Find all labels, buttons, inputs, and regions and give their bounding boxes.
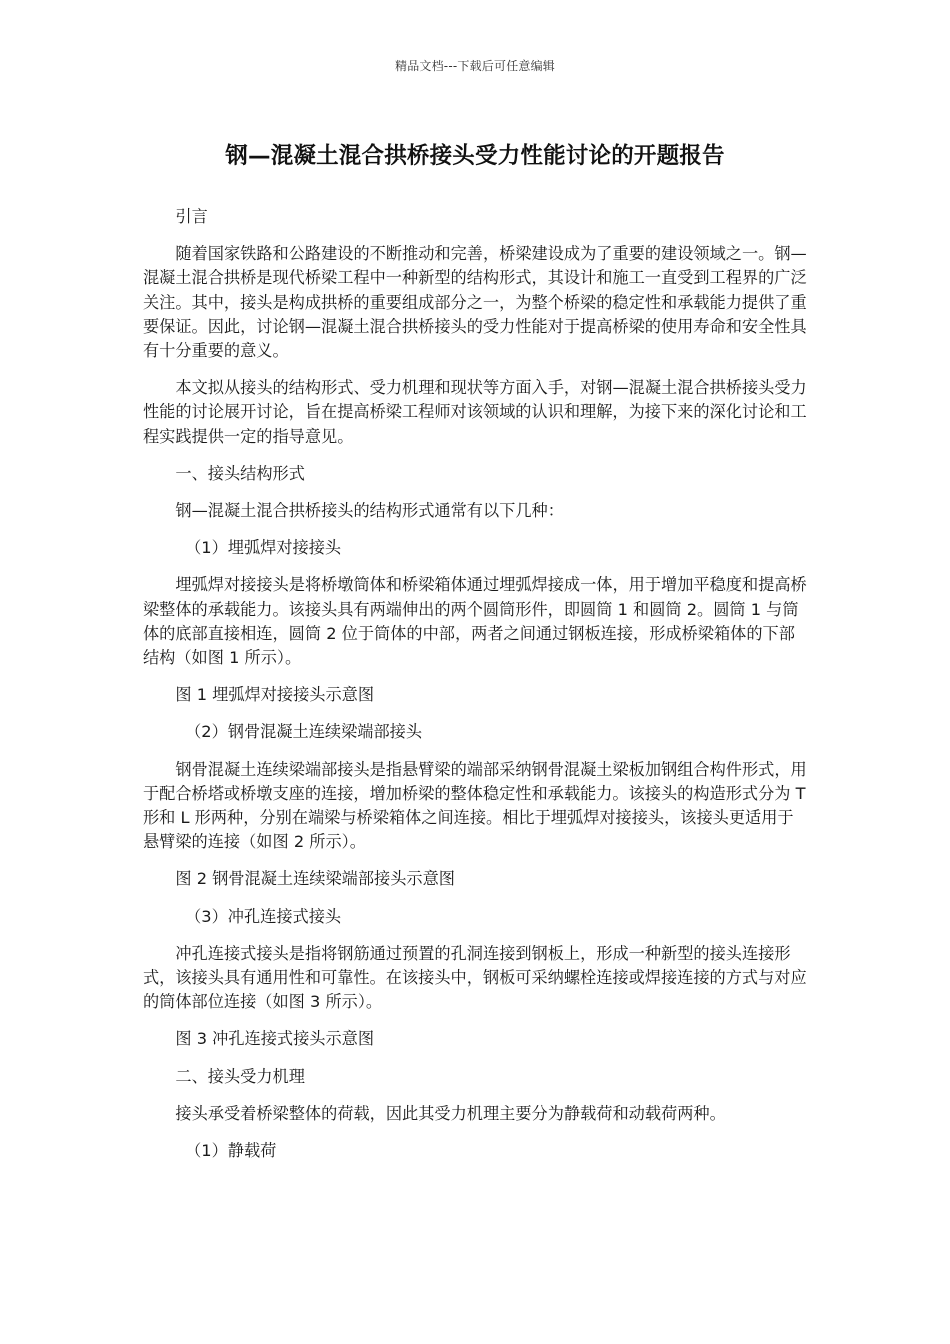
document-title: 钢—混凝土混合拱桥接头受力性能讨论的开题报告 (225, 143, 725, 169)
paragraph-5: 钢骨混凝土连续梁端部接头是指悬臂梁的端部采纳钢骨混凝土梁板加钢组合构件形式，用于配合桥塔或桥墩支座的连接，增加桥梁的整体稳定性和承载能力。该接头的构造形式分为 T 形和 L 形两种，分别在端梁与桥梁箱体之间连接。相比于埋弧焊对接接头，该接头更适用于悬臂梁的连接（如图 2 所示）。 (143, 759, 807, 852)
subheading-2: （2）钢骨混凝土连续梁端部接头 (185, 722, 423, 742)
subheading-1: （1）埋弧焊对接接头 (185, 538, 342, 558)
header-note: 精品文档---下载后可任意编辑 (395, 59, 555, 73)
figure-caption-2: 图 2 钢骨混凝土连续梁端部接头示意图 (175, 869, 455, 889)
paragraph-6: 冲孔连接式接头是指将钢筋通过预置的孔洞连接到钢板上，形成一种新型的接头连接形式，该接头具有通用性和可靠性。在该接头中，钢板可采纳螺栓连接或焊接连接的方式与对应的筒体部位连接（如图 3 所示）。 (143, 943, 807, 1012)
document-body (143, 205, 807, 1176)
paragraph-1: 随着国家铁路和公路建设的不断推动和完善，桥梁建设成为了重要的建设领域之一。钢—混凝土混合拱桥是现代桥梁工程中一种新型的结构形式，其设计和施工一直受到工程界的广泛关注。其中，接头是构成拱桥的重要组成部分之一，为整个桥梁的稳定性和承载能力提供了重要保证。因此，讨论钢—混凝土混合拱桥接头的受力性能对于提高桥梁的使用寿命和安全性具有十分重要的意义。 (143, 244, 807, 361)
paragraph-2: 本文拟从接头的结构形式、受力机理和现状等方面入手，对钢—混凝土混合拱桥接头受力性能的讨论展开讨论，旨在提高桥梁工程师对该领域的认识和理解，为接下来的深化讨论和工程实践提供一定的指导意见。 (143, 378, 807, 446)
figure-caption-3: 图 3 冲孔连接式接头示意图 (175, 1029, 375, 1049)
paragraph-4: 埋弧焊对接接头是将桥墩筒体和桥梁箱体通过埋弧焊接成一体，用于增加平稳度和提高桥梁整体的承载能力。该接头具有两端伸出的两个圆筒形件，即圆筒 1 和圆筒 2。圆筒 1 与筒体的底部直接相连，圆筒 2 位于筒体的中部，两者之间通过钢板连接，形成桥梁箱体的下部结构（如图 1 所示）。 (143, 575, 807, 668)
section-heading-2: 二、接头受力机理 (175, 1066, 305, 1086)
paragraph-7: 接头承受着桥梁整体的荷载，因此其受力机理主要分为静载荷和动载荷两种。 (175, 1103, 726, 1123)
intro-heading: 引言 (175, 207, 208, 226)
subheading-4: （1）静载荷 (185, 1141, 277, 1161)
figure-caption-1: 图 1 埋弧焊对接接头示意图 (175, 685, 375, 705)
section-heading-1: 一、接头结构形式 (175, 463, 305, 483)
subheading-3: （3）冲孔连接式接头 (185, 906, 342, 926)
paragraph-3: 钢—混凝土混合拱桥接头的结构形式通常有以下几种： (175, 501, 564, 521)
